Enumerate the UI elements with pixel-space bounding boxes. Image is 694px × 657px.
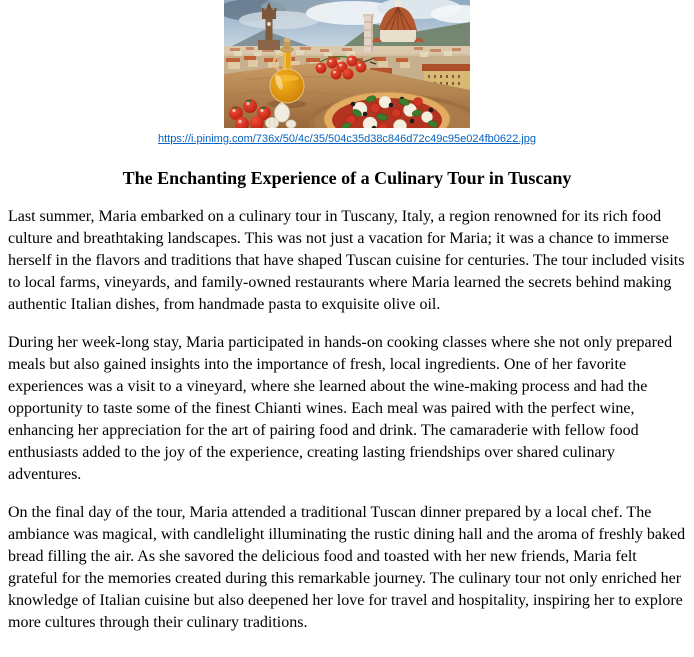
image-source-link-row [8,132,686,146]
article-paragraph-3: On the final day of the tour, Maria attended a traditional Tuscan dinner prepared by a local chef. The ambiance was magical, with candlelight illuminating the rustic dining hall and the aroma of freshly baked bread filling the air. As she savored the delicious food and toasted with her new friends, Maria felt grateful for the memories created during this remarkable journey. The culinary tour not only enriched her knowledge of Italian cuisine but also deepened her love for travel and hospitality, inspiring her to explore more cultures through their culinary traditions. [8,504,686,631]
florence-culinary-photo [224,0,470,128]
image-source-link[interactable]: https://i.pinimg.com/736x/50/4c/35/504c35d38c846d72c49c95e024fb0622.jpg [158,133,536,145]
page-title: The Enchanting Experience of a Culinary Tour in Tuscany [122,168,572,188]
campanile-tower-icon [363,14,374,52]
article-paragraph-2: During her week-long stay, Maria participated in hands-on cooking classes where she not only prepared meals but also gained insights into the importance of fresh, local ingredients. One of her favorite experiences was a visit to a vineyard, where she learned about the wine-making process and had the opportunity to taste some of the finest Chianti wines. Each meal was paired with the perfect wine, enhancing her appreciation for the art of pairing food and drink. The camaraderie with fellow food enthusiasts added to the joy of the experience, creating lasting friendships over shared culinary adventures. [8,334,673,483]
article-hero-image [8,0,686,128]
article-paragraph-1: Last summer, Maria embarked on a culinary tour in Tuscany, Italy, a region renowned for its rich food culture and breathtaking landscapes. This was not just a vacation for Maria; it was a chance to immerse herself in the flavors and traditions that have shaped Tuscan cuisine for centuries. The tour included visits to local farms, vineyards, and family-owned restaurants where Maria learned the secrets behind making authentic Italian dishes, from handmade pasta to exquisite olive oil. [8,208,685,313]
